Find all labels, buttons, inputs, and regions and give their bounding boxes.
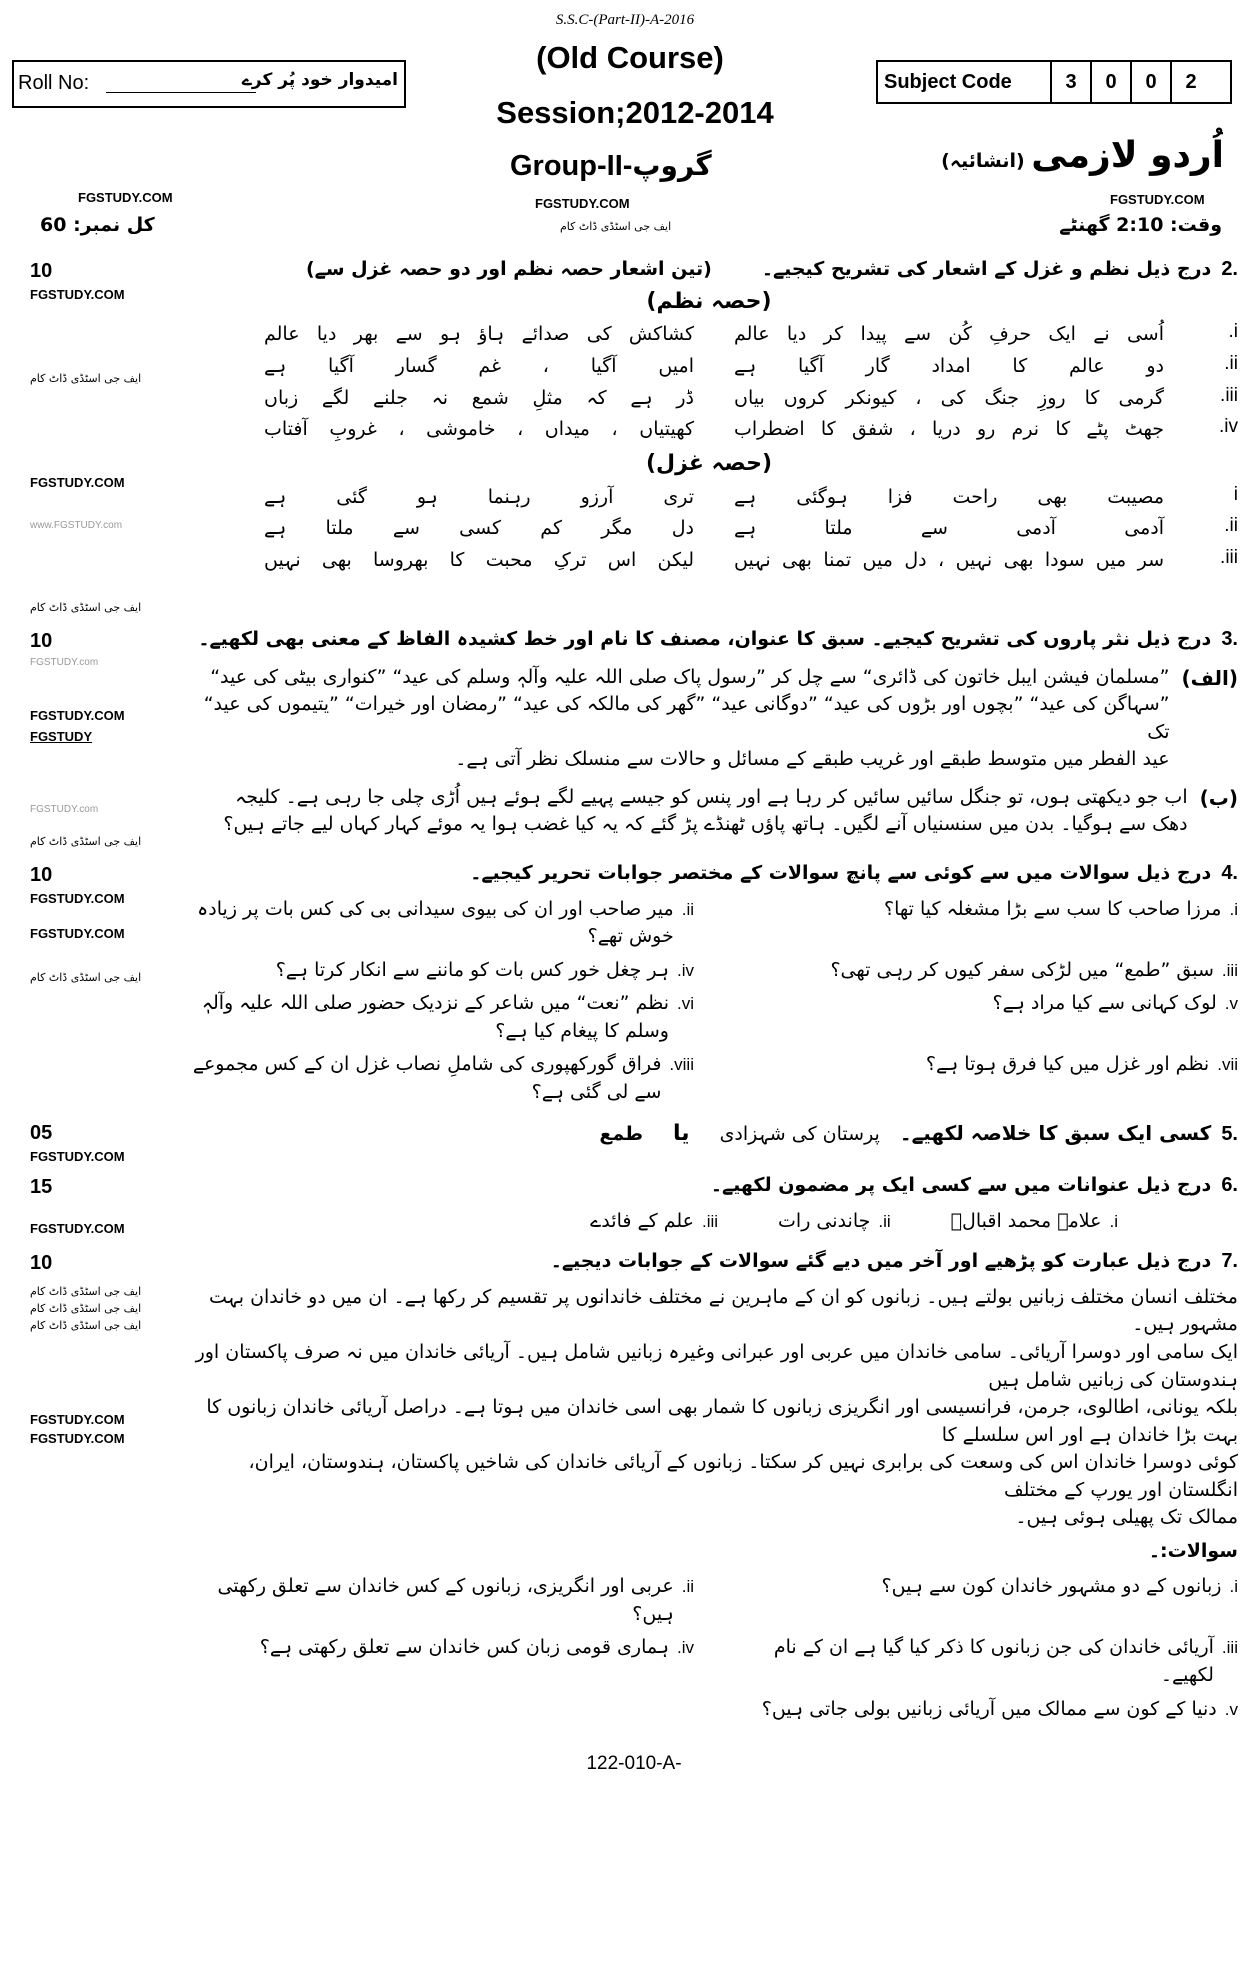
q6-heading (180, 1172, 1238, 1200)
verse-number: ii. (1224, 352, 1238, 374)
passage-b-label: (ب) (1199, 785, 1238, 810)
q5-marks: 05 (30, 1122, 53, 1145)
q4-item (724, 896, 1238, 951)
watermark-ur: ایف جی اسٹڈی ڈاٹ کام (30, 971, 142, 984)
q6-title: درج ذیل عنوانات میں سے کسی ایک پر مضمون لکھیے۔ (710, 1174, 1212, 1197)
total-marks: کل نمبر: 60 (40, 214, 155, 236)
verse-number: i. (1228, 321, 1238, 343)
exam-body (0, 256, 1250, 1775)
nazm-line (180, 353, 1238, 381)
verse-number: iv. (1218, 416, 1238, 438)
footer-code: 122-010-A- (586, 1753, 682, 1775)
time-allowed: وقت: 2:10 گھنٹے (1059, 214, 1222, 236)
q7-question (180, 1573, 694, 1628)
passage-a-label: (الف) (1181, 665, 1238, 690)
item-number: i. (1229, 899, 1238, 919)
q4-item-text: نظم اور غزل میں کیا فرق ہوتا ہے؟ (925, 1053, 1210, 1076)
item-number: i. (1109, 1211, 1118, 1231)
q2-note: (تین اشعار حصہ نظم اور دو حصہ غزل سے) (306, 258, 712, 280)
verse-second-half: ڈر ہے کہ مثلِ شمع نہ جلنے لگے زباں (264, 386, 694, 409)
q4-item-text: ہر چغل خور کس بات کو ماننے سے انکار کرتا ہے؟ (275, 958, 669, 981)
q4-item (180, 896, 694, 951)
passage-b (180, 784, 1238, 839)
verse-first-half: دو عالم کا امداد گار آگیا ہے (734, 354, 1164, 377)
watermark: FGSTUDY.COM (30, 1221, 125, 1237)
q4-item-text: فراق گورکھپوری کی شاملِ نصاب غزل ان کے کس مجموعے سے لی گئی ہے؟ (192, 1053, 662, 1103)
q3-heading (180, 626, 1238, 654)
q6-marks: 15 (30, 1176, 53, 1199)
q7-question-text: عربی اور انگریزی، زبانوں کے کس خاندان سے تعلق رکھتی ہیں؟ (217, 1575, 674, 1625)
item-number: vi. (676, 994, 694, 1014)
passage-a (180, 664, 1238, 774)
verse-number: ii. (1224, 515, 1238, 537)
verse-number: iii. (1220, 546, 1238, 568)
q4-content (180, 860, 1238, 1106)
q7-question (724, 1634, 1238, 1689)
nazm-line (180, 416, 1238, 444)
ghazal-line (180, 515, 1238, 543)
question-3 (30, 626, 1238, 848)
q4-item-text: مرزا صاحب کا سب سے بڑا مشغلہ کیا تھا؟ (884, 897, 1222, 920)
q6-number: 6. (1221, 1174, 1238, 1197)
watermark: FGSTUDY.COM (78, 190, 173, 205)
verse-first-half: آدمی آدمی سے ملتا ہے (734, 517, 1164, 540)
subject-code-digit: 0 (1130, 62, 1170, 102)
q5-option-1: پرستان کی شہزادی (719, 1123, 880, 1146)
q3-marks: 10 (30, 630, 53, 652)
questions-label: سوالات:۔ (1148, 1539, 1238, 1562)
passage-b-lines (180, 784, 1188, 839)
q2-content (180, 256, 1238, 578)
q6-item-text: علامہ محمد اقبالؒ (950, 1209, 1102, 1232)
q3-number: 3. (1221, 628, 1238, 650)
passage-a-lines (180, 664, 1170, 774)
item-number: ii. (878, 1211, 891, 1231)
passage-a-line: ”مسلمان فیشن ایبل خاتون کی ڈائری“ سے چل کر ”رسول پاک صلی اللہ علیہ وآلہٖ وسلم کی عید“ ”کنواری بیٹی کی عید“ (210, 665, 1170, 688)
watermark-ur: ایف جی اسٹڈی ڈاٹ کام (560, 220, 672, 233)
roll-note: امیدوار خود پُر کرے (241, 70, 398, 90)
q7-number: 7. (1221, 1250, 1238, 1273)
q7-question-text: ہماری قومی زبان کس خاندان سے تعلق رکھتی ہے؟ (259, 1636, 669, 1659)
q5-title: کسی ایک سبق کا خلاصہ لکھیے۔ (899, 1121, 1212, 1146)
item-number: v. (1224, 1699, 1238, 1719)
q6-side (30, 1172, 180, 1236)
question-4 (30, 860, 1238, 1106)
q4-side (30, 860, 180, 984)
item-number: ii. (681, 899, 694, 919)
passage-b-line: اب جو دیکھتی ہوں، تو جنگل سائیں سائیں کر رہا ہے اور پنس کو جیسے پہیے لگے ہوئے ہیں اُڑی چلی جا رہی ہے۔ کلیجہ (235, 785, 1188, 808)
q4-item (724, 957, 1238, 985)
q7-question (724, 1573, 1238, 1628)
passage-b-line: دھک سے ہوگیا۔ بدن میں سنسنیاں آنے لگیں۔ ہاتھ پاؤں ٹھنڈے پڑ گئے کہ یہ کیا غضب ہوا یہ موئے کہار کہاں لیے جاتے ہیں؟ (223, 813, 1188, 836)
passage-line: بلکہ یونانی، اطالوی، جرمن، فرانسیسی اور انگریزی زبانوں کا شمار بھی اسی خاندان میں ہوتا ہے۔ دراصل آریائی خاندان زبانوں کا بہت بڑا خاندان ہے اور اس سلسلے کا (206, 1396, 1238, 1446)
q7-passage (180, 1284, 1238, 1532)
question-2 (30, 256, 1238, 614)
item-number: ii. (681, 1577, 694, 1597)
q7-question-text: زبانوں کے دو مشہور خاندان کون سے ہیں؟ (881, 1575, 1222, 1598)
watermark: FGSTUDY.COM (30, 1431, 125, 1447)
q3-content (180, 626, 1238, 839)
item-number: viii. (669, 1055, 694, 1075)
item-number: vii. (1217, 1055, 1238, 1075)
course-label: (Old Course) (536, 40, 724, 75)
verse-number: iii. (1220, 384, 1238, 406)
watermark: FGSTUDY.COM (535, 196, 630, 211)
subject-title-ur: اُردو لازمی (1031, 135, 1224, 176)
item-number: iii. (701, 1211, 719, 1231)
q4-item (180, 957, 694, 985)
q6-item-text: علم کے فائدے (590, 1209, 694, 1232)
q6-content (180, 1172, 1238, 1235)
group-en: Group-II- (510, 150, 633, 182)
q4-item (724, 990, 1238, 1045)
passage-line: ایک سامی اور دوسرا آریائی۔ سامی خاندان میں عربی اور عبرانی وغیرہ زبانیں شامل ہیں۔ آریائی خاندان میں نہ صرف پاکستان اور ہندوستان کی زبانیں شامل ہیں (195, 1341, 1238, 1391)
subject-code-label: Subject Code (884, 70, 1012, 93)
q7-questions (180, 1573, 1238, 1723)
verse-second-half: کشاکش کی صدائے ہاؤ ہو سے بھر دیا عالم (264, 323, 694, 346)
passage-line: ممالک تک پھیلی ہوئی ہیں۔ (1015, 1506, 1238, 1529)
q7-question-text: آریائی خاندان کی جن زبانوں کا ذکر کیا گیا ہے ان کے نام لکھیے۔ (773, 1636, 1214, 1687)
q6-item (778, 1208, 891, 1236)
verse-second-half: تری آرزو رہنما ہو گئی ہے (264, 485, 694, 508)
q4-item-text: میر صاحب اور ان کی بیوی سیدانی بی کی کس بات پر زیادہ خوش تھے؟ (197, 897, 674, 948)
watermark-ur: ایف جی اسٹڈی ڈاٹ کام (30, 1319, 142, 1333)
q7-marks: 10 (30, 1252, 53, 1275)
ghazal-heading: (حصہ غزل) (646, 450, 772, 476)
watermark-ur: ایف جی اسٹڈی ڈاٹ کام (30, 372, 142, 385)
subject-code-digit: 2 (1170, 62, 1210, 102)
item-number: iii. (1221, 1638, 1238, 1658)
watermark-small: www.FGSTUDY.com (30, 520, 123, 531)
q5-side (30, 1118, 180, 1164)
watermark: FGSTUDY.COM (30, 287, 125, 302)
watermark-ur: ایف جی اسٹڈی ڈاٹ کام (30, 1285, 142, 1299)
verse-first-half: جھٹ پٹے کا نرم رو دریا ، شفق کا اضطراب (734, 418, 1164, 441)
passage-a-line: عید الفطر میں متوسط طبقے اور غریب طبقے کے مسائل و حالات سے منسلک نظر آتی ہے۔ (455, 748, 1170, 771)
q3-title: درج ذیل نثر پاروں کی تشریح کیجیے۔ سبق کا عنوان، مصنف کا نام اور خط کشیدہ الفاظ کے معنی بھی لکھیے۔ (198, 628, 1212, 650)
session-label: Session;2012-2014 (496, 95, 774, 130)
watermark-small: FGSTUDY.com (30, 804, 99, 815)
group-ur: گروپ (632, 149, 712, 182)
verse-second-half: امیں آگیا ، غم گسار آگیا ہے (264, 354, 694, 377)
item-number: iii. (1221, 960, 1238, 980)
q7-question-text: دنیا کے کون سے ممالک میں آریائی زبانیں بولی جاتی ہیں؟ (761, 1697, 1217, 1720)
watermark: FGSTUDY.COM (30, 891, 125, 906)
q4-item (180, 1051, 694, 1106)
q6-list (180, 1208, 1238, 1236)
q6-item (590, 1208, 718, 1236)
q4-item-text: لوک کہانی سے کیا مراد ہے؟ (992, 992, 1217, 1015)
q2-title: درج ذیل نظم و غزل کے اشعار کی تشریح کیجیے۔ (761, 258, 1212, 280)
q7-heading (180, 1248, 1238, 1276)
subject-title-sub: (انشائیہ) (941, 150, 1025, 172)
watermark-ur: ایف جی اسٹڈی ڈاٹ کام (30, 1302, 142, 1316)
watermark-ur: ایف جی اسٹڈی ڈاٹ کام (30, 835, 142, 848)
q5-option-2: طمع (599, 1123, 644, 1146)
ghazal-list (180, 484, 1238, 575)
nazm-list (180, 321, 1238, 443)
q2-heading (180, 256, 1238, 284)
ghazal-line (180, 484, 1238, 512)
roll-blank (106, 92, 256, 93)
subject-code-digit: 0 (1090, 62, 1130, 102)
question-7 (30, 1248, 1238, 1723)
nazm-line (180, 321, 1238, 349)
q7-question (180, 1634, 694, 1689)
exam-header (0, 0, 1250, 250)
verse-second-half: کھیتیاں ، میداں ، خاموشی ، غروبِ آفتاب (264, 418, 694, 441)
item-number: v. (1224, 994, 1238, 1014)
verse-number: i (1233, 483, 1238, 505)
q4-number: 4. (1221, 862, 1238, 884)
q4-item-text: نظم ”نعت“ میں شاعر کے نزدیک حضور صلی اللہ علیہ وآلہٖ وسلم کا پیغام کیا ہے؟ (201, 992, 669, 1042)
nazm-line (180, 385, 1238, 413)
item-number: iv. (676, 1638, 694, 1658)
q6-item-text: چاندنی رات (778, 1209, 871, 1232)
item-number: iv. (676, 960, 694, 980)
verse-first-half: مصیبت بھی راحت فزا ہوگئی ہے (734, 485, 1164, 508)
passage-line: مختلف انسان مختلف زبانیں بولتے ہیں۔ زبانوں کو ان کے ماہرین نے مختلف خاندانوں پر تقسیم کر رکھا ہے۔ ان میں دو خاندان بہت مشہور ہیں۔ (208, 1285, 1238, 1336)
watermark: FGSTUDY.COM (30, 475, 125, 490)
q4-title: درج ذیل سوالات میں سے کوئی سے پانچ سوالات کے مختصر جوابات تحریر کیجیے۔ (470, 862, 1212, 884)
watermark: FGSTUDY.COM (30, 1149, 125, 1165)
q7-side (30, 1248, 180, 1446)
verse-second-half: دل مگر کم کسی سے ملتا ہے (264, 517, 694, 540)
verse-first-half: اُسی نے ایک حرفِ کُن سے پیدا کر دیا عالم (734, 323, 1164, 346)
q4-marks: 10 (30, 864, 53, 886)
verse-first-half: گرمی کا روزِ جنگ کی ، کیونکر کروں بیاں (734, 386, 1164, 409)
q4-heading (180, 860, 1238, 888)
q5-heading (180, 1118, 1238, 1150)
subject-code-digit: 3 (1050, 62, 1090, 102)
roll-label: Roll No: (18, 72, 90, 94)
passage-line: کوئی دوسرا خاندان اس کی وسعت کی برابری نہیں کر سکتا۔ زبانوں کے آریائی خاندان کی شاخیں پاکستان، ہندوستان، ایران، انگلستان اور یورپ کے مختلف (248, 1451, 1238, 1501)
watermark: FGSTUDY (30, 729, 93, 744)
question-5 (30, 1118, 1238, 1164)
watermark: FGSTUDY.COM (1110, 192, 1205, 207)
q5-or: یا (673, 1121, 690, 1147)
q7-title: درج ذیل عبارت کو پڑھیے اور آخر میں دیے گئے سوالات کے جوابات دیجیے۔ (550, 1250, 1212, 1273)
q7-content (180, 1248, 1238, 1723)
q2-side (30, 256, 180, 614)
q4-item (180, 990, 694, 1045)
item-number: i. (1229, 1577, 1238, 1597)
subject-title (941, 134, 1224, 177)
q2-marks: 10 (30, 260, 53, 282)
q4-list (180, 896, 1238, 1107)
watermark: FGSTUDY.COM (30, 1412, 125, 1428)
q7-question (724, 1696, 1238, 1724)
q4-item-text: سبق ”طمع“ میں لڑکی سفر کیوں کر رہی تھی؟ (830, 958, 1214, 981)
question-6 (30, 1172, 1238, 1236)
verse-first-half: سر میں سودا بھی نہیں ، دل میں تمنا بھی نہیں (734, 548, 1164, 571)
nazm-heading: (حصہ نظم) (646, 288, 772, 314)
q6-item (951, 1208, 1118, 1236)
q5-number: 5. (1221, 1123, 1238, 1146)
q2-number: 2. (1221, 258, 1238, 280)
group-label (510, 146, 712, 187)
q5-content (180, 1118, 1238, 1150)
q3-side (30, 626, 180, 848)
board-code: S.S.C-(Part-II)-A-2016 (555, 12, 695, 28)
passage-a-line: ”سہاگن کی عید“ ”بچوں اور بڑوں کی عید“ ”دوگانی عید“ ”گھر کی مالکہ کی عید“ ”رمضان اور خیرات“ ”یتیموں کی عید“ تک (203, 693, 1170, 743)
watermark-small: FGSTUDY.com (30, 657, 99, 668)
verse-second-half: لیکن اس ترکِ محبت کا بھروسا بھی نہیں (264, 548, 694, 571)
watermark-ur: ایف جی اسٹڈی ڈاٹ کام (30, 601, 142, 614)
watermark: FGSTUDY.COM (30, 708, 125, 723)
watermark: FGSTUDY.COM (30, 926, 125, 941)
ghazal-line (180, 547, 1238, 575)
q4-item (724, 1051, 1238, 1106)
